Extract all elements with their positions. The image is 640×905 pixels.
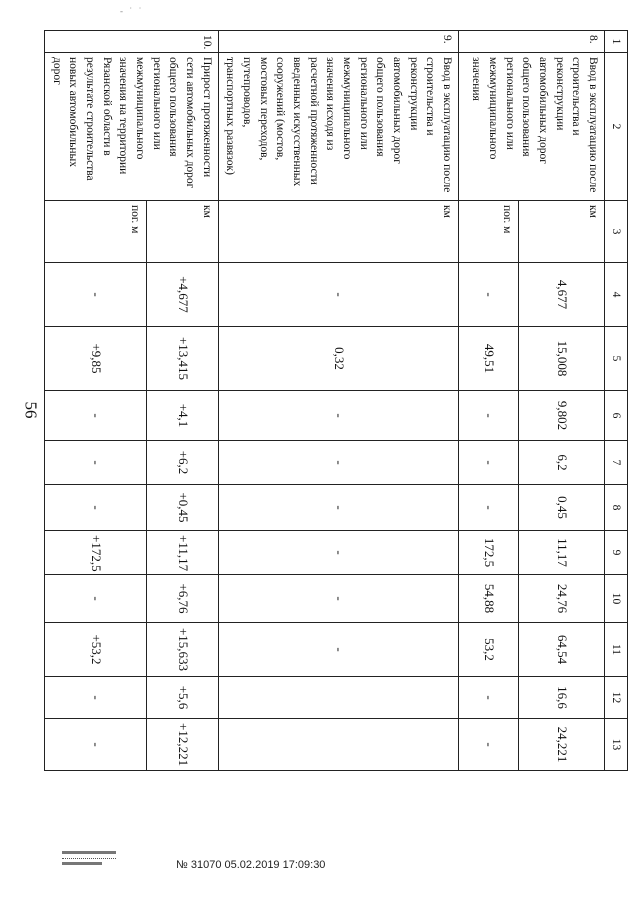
value-cell: +53,2 — [44, 623, 146, 677]
value-cell: - — [44, 485, 146, 531]
value-cell: +0,45 — [147, 485, 218, 531]
value-cell: - — [459, 441, 519, 485]
value-cell: - — [459, 391, 519, 441]
value-cell: - — [218, 623, 458, 677]
row-index: 9. — [218, 31, 458, 53]
value-cell: +6,2 — [147, 441, 218, 485]
value-cell: 15,008 — [519, 327, 605, 391]
value-cell: +5,6 — [147, 677, 218, 719]
registration-code: № 31070 05.02.2019 17:09:30 — [176, 859, 326, 871]
value-cell: 24,76 — [519, 575, 605, 623]
value-cell: +172,5 — [44, 531, 146, 575]
header-row — [605, 31, 628, 771]
value-cell: - — [218, 263, 458, 327]
value-cell — [218, 719, 458, 771]
unit-cell: пог. м — [44, 201, 146, 263]
header-cell: 11 — [605, 623, 628, 677]
unit-cell: км — [218, 201, 458, 263]
value-cell: - — [459, 677, 519, 719]
value-cell: 24,221 — [519, 719, 605, 771]
registration-stamp-icon — [62, 848, 132, 876]
header-cell: 1 — [605, 31, 628, 53]
table-row — [147, 31, 218, 771]
page-number: 56 — [21, 401, 41, 419]
value-cell: +15,633 — [147, 623, 218, 677]
unit-cell: км — [147, 201, 218, 263]
value-cell: - — [218, 531, 458, 575]
header-cell: 12 — [605, 677, 628, 719]
header-cell: 8 — [605, 485, 628, 531]
header-cell: 9 — [605, 531, 628, 575]
table-row — [519, 31, 605, 771]
value-cell: 16,6 — [519, 677, 605, 719]
value-cell: - — [44, 263, 146, 327]
value-cell: - — [459, 485, 519, 531]
value-cell: - — [44, 391, 146, 441]
value-cell: 6,2 — [519, 441, 605, 485]
value-cell: - — [44, 719, 146, 771]
indicator-name: Ввод в эксплуатацию после строительства и реконструкции автомобильных дорог общего пользования регионального или межмуниципального значения — [459, 53, 605, 201]
header-cell: 6 — [605, 391, 628, 441]
header-cell: 13 — [605, 719, 628, 771]
value-cell: - — [44, 441, 146, 485]
value-cell: - — [459, 719, 519, 771]
value-cell: +9,85 — [44, 327, 146, 391]
header-cell: 3 — [605, 201, 628, 263]
value-cell: - — [459, 263, 519, 327]
indicator-name: Ввод в эксплуатацию после строительства и реконструкции автомобильных дорог общего пользования регионального или межмуниципального значения исходя из расчетной протяженности введенных искусственных сооружений (мостов, мостовых переходов, путепроводов, транспортных развязок) — [218, 53, 458, 201]
value-cell: +13,415 — [147, 327, 218, 391]
header-cell: 10 — [605, 575, 628, 623]
rotated-table-container — [46, 30, 628, 770]
value-cell: 53,2 — [459, 623, 519, 677]
unit-cell: км — [519, 201, 605, 263]
value-cell: +6,76 — [147, 575, 218, 623]
value-cell: 11,17 — [519, 531, 605, 575]
row-index: 10. — [44, 31, 218, 53]
indicators-table — [44, 30, 628, 771]
value-cell — [218, 677, 458, 719]
header-cell: 4 — [605, 263, 628, 327]
value-cell: +4,677 — [147, 263, 218, 327]
value-cell: - — [44, 575, 146, 623]
value-cell: 9,802 — [519, 391, 605, 441]
value-cell: 54,88 — [459, 575, 519, 623]
value-cell: - — [218, 485, 458, 531]
value-cell: 64,54 — [519, 623, 605, 677]
value-cell: 4,677 — [519, 263, 605, 327]
header-cell: 7 — [605, 441, 628, 485]
value-cell: 0,32 — [218, 327, 458, 391]
value-cell: +4,1 — [147, 391, 218, 441]
header-cell: 2 — [605, 53, 628, 201]
value-cell: +11,17 — [147, 531, 218, 575]
header-cell: 5 — [605, 327, 628, 391]
value-cell: 172,5 — [459, 531, 519, 575]
value-cell: - — [218, 391, 458, 441]
value-cell: - — [218, 575, 458, 623]
indicator-name: Прирост протяженности сети автомобильных дорог общего пользования регионального или межмуниципального значения на территории Рязанской области в результате строительства новых автомобильных дорог — [44, 53, 218, 201]
value-cell: - — [218, 441, 458, 485]
table-row — [218, 31, 458, 771]
value-cell: 0,45 — [519, 485, 605, 531]
unit-cell: пог. м — [459, 201, 519, 263]
table-area — [46, 30, 628, 770]
value-cell: - — [44, 677, 146, 719]
row-index: 8. — [459, 31, 605, 53]
value-cell: +12,221 — [147, 719, 218, 771]
scan-artifact-mark: - ˙ ˙ — [120, 6, 144, 16]
value-cell: 49,51 — [459, 327, 519, 391]
